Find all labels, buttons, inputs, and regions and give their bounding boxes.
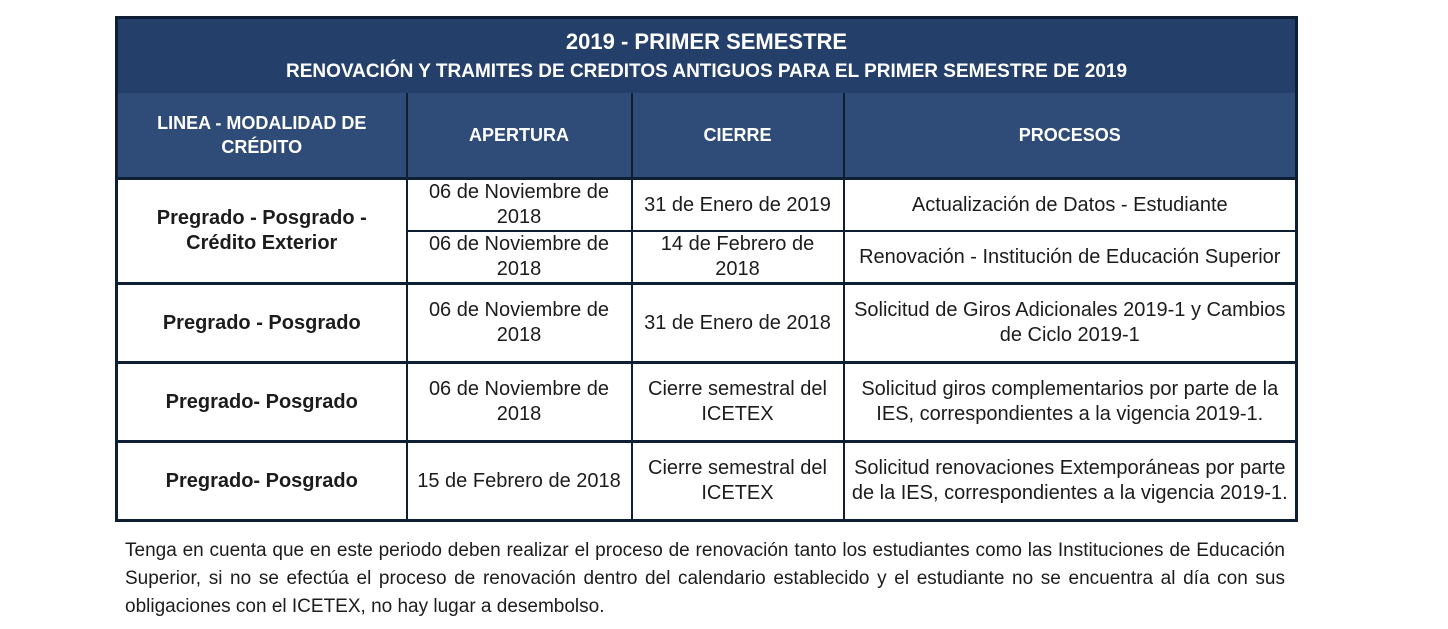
column-header-processes: PROCESOS [844, 93, 1297, 179]
opening-cell: 15 de Febrero de 2018 [407, 442, 632, 521]
table-subtitle: RENOVACIÓN Y TRAMITES DE CREDITOS ANTIGUOS PARA EL PRIMER SEMESTRE DE 2019 [285, 61, 1128, 82]
opening-cell: 06 de Noviembre de 2018 [407, 363, 632, 442]
column-header-row [117, 93, 1297, 179]
footnote-text: Tenga en cuenta que en este periodo deben realizar el proceso de renovación tanto los estudiantes como las Instituciones de Educación Superior, si no se efectúa el proceso de renovación dentro del calendario establecido y el estudiante no se encuentra al día con sus obligaciones con el ICETEX, no hay lugar a desembolso. [125, 540, 1285, 617]
table-row [117, 363, 1297, 442]
process-cell: Solicitud de Giros Adicionales 2019-1 y Cambios de Ciclo 2019-1 [844, 284, 1297, 363]
column-header-closing: CIERRE [632, 93, 844, 179]
table-title-block [117, 18, 1297, 94]
process-cell: Actualización de Datos - Estudiante [844, 179, 1297, 232]
closing-cell: 31 de Enero de 2019 [632, 179, 844, 232]
line-cell: Pregrado- Posgrado [117, 363, 407, 442]
table-row [117, 179, 1297, 232]
schedule-table-wrapper [115, 16, 1295, 522]
table-title: 2019 - PRIMER SEMESTRE [565, 29, 848, 54]
column-header-opening: APERTURA [407, 93, 632, 179]
column-header-line: LINEA - MODALIDAD DE CRÉDITO [117, 93, 407, 179]
schedule-table [115, 16, 1298, 522]
opening-cell: 06 de Noviembre de 2018 [407, 231, 632, 284]
opening-cell: 06 de Noviembre de 2018 [407, 284, 632, 363]
line-cell: Pregrado - Posgrado - Crédito Exterior [117, 179, 407, 284]
process-cell: Solicitud giros complementarios por parte de la IES, correspondientes a la vigencia 2019-1. [844, 363, 1297, 442]
table-row [117, 442, 1297, 521]
closing-cell: 14 de Febrero de 2018 [632, 231, 844, 284]
closing-cell: Cierre semestral del ICETEX [632, 363, 844, 442]
process-cell: Solicitud renovaciones Extemporáneas por parte de la IES, correspondientes a la vigencia 2019-1. [844, 442, 1297, 521]
closing-cell: Cierre semestral del ICETEX [632, 442, 844, 521]
line-cell: Pregrado - Posgrado [117, 284, 407, 363]
process-cell: Renovación - Institución de Educación Superior [844, 231, 1297, 284]
table-row [117, 284, 1297, 363]
closing-cell: 31 de Enero de 2018 [632, 284, 844, 363]
line-cell: Pregrado- Posgrado [117, 442, 407, 521]
opening-cell: 06 de Noviembre de 2018 [407, 179, 632, 232]
